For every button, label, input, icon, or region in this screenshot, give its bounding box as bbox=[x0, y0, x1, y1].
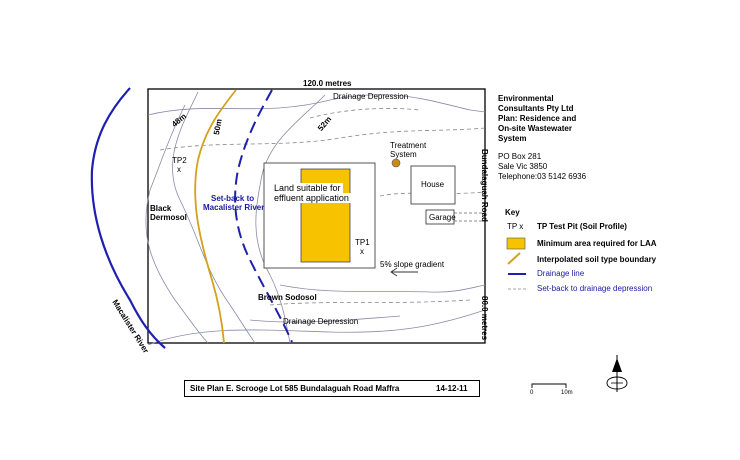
right-dimension-label: 80.0 metres bbox=[480, 296, 489, 341]
key-heading: Key bbox=[505, 208, 520, 217]
scale-start: 0 bbox=[530, 390, 534, 396]
land-suitable-label-1: Land suitable for bbox=[274, 183, 341, 193]
company-name-1: Environmental bbox=[498, 94, 554, 103]
top-dimension-label: 120.0 metres bbox=[303, 79, 352, 88]
soil-label-black: Black bbox=[150, 204, 172, 213]
contour-line bbox=[148, 310, 485, 345]
key-soil-label: Interpolated soil type boundary bbox=[537, 255, 657, 264]
soil-label-dermosol: Dermosol bbox=[150, 213, 187, 222]
house-label: House bbox=[421, 180, 445, 189]
scale-end: 10m bbox=[561, 390, 573, 396]
garage-label: Garage bbox=[429, 213, 456, 222]
land-suitable-label-2: effluent application bbox=[274, 193, 349, 203]
address-line-1: PO Box 281 bbox=[498, 152, 542, 161]
key-tp-label: TP Test Pit (Soil Profile) bbox=[537, 222, 627, 231]
contour-52m-label: 52m bbox=[316, 114, 334, 133]
road-label: Bundalaguah Road bbox=[480, 149, 489, 222]
slope-arrow bbox=[391, 268, 418, 276]
contour-line bbox=[280, 285, 485, 292]
title-block bbox=[184, 380, 480, 397]
north-arrow bbox=[607, 355, 627, 392]
treatment-tank bbox=[392, 159, 400, 167]
tp2-label: TP2 bbox=[172, 156, 187, 165]
plan-line-2: On-site Wastewater bbox=[498, 124, 572, 133]
drainage-depression-top-label: Drainage Depression bbox=[333, 92, 409, 101]
telephone: Telephone:03 5142 6936 bbox=[498, 172, 587, 181]
scale-bar bbox=[532, 384, 566, 388]
company-name-2: Consultants Pty Ltd bbox=[498, 104, 574, 113]
slope-label: 5% slope gradient bbox=[380, 260, 445, 269]
treatment-label-1: Treatment bbox=[390, 141, 427, 150]
key-setback-label: Set-back to drainage depression bbox=[537, 284, 653, 293]
tp1-label: TP1 bbox=[355, 238, 370, 247]
contour-50m-label: 50m bbox=[212, 118, 224, 136]
contour-48m-label: 48m bbox=[170, 111, 189, 129]
key-laa-label: Minimum area required for LAA bbox=[537, 239, 657, 248]
soil-label-brown-sodosol: Brown Sodosol bbox=[258, 293, 317, 302]
address-line-2: Sale Vic 3850 bbox=[498, 162, 548, 171]
key-drain-label: Drainage line bbox=[537, 269, 585, 278]
key-soil-swatch bbox=[508, 253, 520, 264]
title-date: 14-12-11 bbox=[436, 384, 468, 393]
drainage-depression-bottom-label: Drainage Depression bbox=[283, 317, 359, 326]
treatment-label-2: System bbox=[390, 150, 417, 159]
tp1-mark: x bbox=[360, 247, 364, 256]
contour-line bbox=[148, 95, 485, 115]
setback-label-2: Macalister River bbox=[203, 203, 265, 212]
title-text: Site Plan E. Scrooge Lot 585 Bundalaguah Road Maffra bbox=[190, 384, 400, 393]
plan-line-3: System bbox=[498, 134, 527, 143]
key-laa-swatch bbox=[507, 238, 525, 249]
setback-label-1: Set-back to bbox=[211, 194, 255, 203]
plan-line-1: Plan: Residence and bbox=[498, 114, 577, 123]
key-tp-symbol: TP x bbox=[507, 222, 524, 231]
tp2-mark: x bbox=[177, 165, 181, 174]
company-info bbox=[498, 94, 586, 182]
river-label: Macalister River bbox=[110, 298, 151, 355]
